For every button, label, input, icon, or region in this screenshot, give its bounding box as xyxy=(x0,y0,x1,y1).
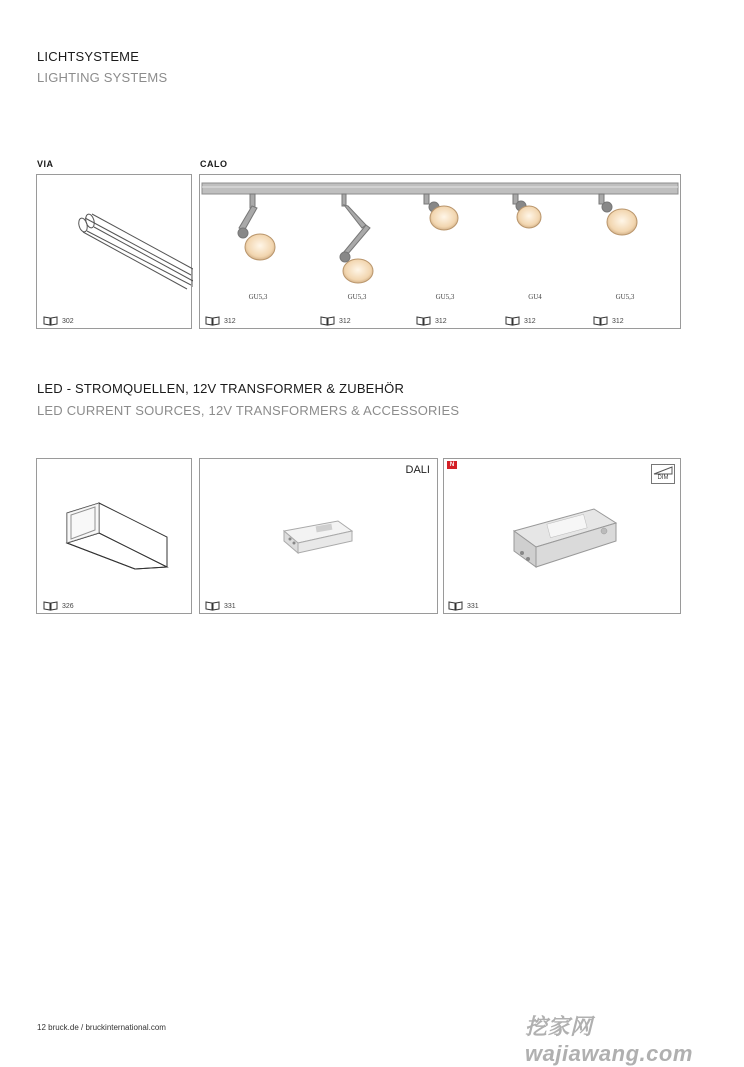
calo-product-box[interactable] xyxy=(199,174,681,329)
led-section-title-en: LED CURRENT SOURCES, 12V TRANSFORMERS & ACCESSORIES xyxy=(37,403,460,418)
book-icon xyxy=(43,316,58,326)
book-icon xyxy=(505,316,520,326)
dimmer-ramp-icon xyxy=(652,465,674,475)
led-profile-ref-page: 326 xyxy=(62,602,74,610)
calo-spots-image xyxy=(200,175,680,285)
dim-driver-image xyxy=(504,501,624,576)
book-icon xyxy=(448,601,463,611)
dim-driver-ref-page: 331 xyxy=(467,602,479,610)
calo-socket-5: GU5,3 xyxy=(615,293,635,301)
dim-icon xyxy=(651,464,675,484)
book-icon xyxy=(43,601,58,611)
page-title-de: LICHTSYSTEME xyxy=(37,49,140,64)
calo-reference-2[interactable] xyxy=(320,316,351,326)
calo-ref-page-1: 312 xyxy=(224,317,236,325)
led-profile-image xyxy=(63,499,173,571)
watermark: 挖家网 wajiawang.com xyxy=(525,1014,693,1066)
via-rail-image xyxy=(73,205,193,295)
new-badge: N xyxy=(447,461,457,469)
page-title-en: LIGHTING SYSTEMS xyxy=(37,70,168,85)
dim-label: DIM xyxy=(657,475,669,481)
calo-socket-2: GU5,3 xyxy=(347,293,367,301)
dim-driver-reference[interactable] xyxy=(448,601,479,611)
book-icon xyxy=(416,316,431,326)
via-label: VIA xyxy=(37,159,54,169)
dali-driver-ref-page: 331 xyxy=(224,602,236,610)
book-icon xyxy=(205,601,220,611)
dim-driver-box[interactable] xyxy=(443,458,681,614)
book-icon xyxy=(320,316,335,326)
via-product-box[interactable] xyxy=(36,174,192,329)
led-profile-box[interactable] xyxy=(36,458,192,614)
calo-label: CALO xyxy=(200,159,228,169)
book-icon xyxy=(205,316,220,326)
calo-ref-page-4: 312 xyxy=(524,317,536,325)
calo-socket-1: GU5,3 xyxy=(248,293,268,301)
calo-socket-3: GU5,3 xyxy=(435,293,455,301)
led-section-title-de: LED - STROMQUELLEN, 12V TRANSFORMER & ZUBEHÖR xyxy=(37,381,405,396)
dali-driver-image xyxy=(280,517,360,557)
book-icon xyxy=(593,316,608,326)
calo-ref-page-2: 312 xyxy=(339,317,351,325)
calo-reference-5[interactable] xyxy=(593,316,624,326)
dali-badge: DALI xyxy=(405,464,430,476)
via-ref-page: 302 xyxy=(62,317,74,325)
via-reference[interactable] xyxy=(43,316,74,326)
calo-reference-1[interactable] xyxy=(205,316,236,326)
calo-reference-3[interactable] xyxy=(416,316,447,326)
page-footer: 12 bruck.de / bruckinternational.com xyxy=(37,1023,166,1032)
calo-ref-page-3: 312 xyxy=(435,317,447,325)
calo-socket-4: GU4 xyxy=(528,293,542,301)
dali-driver-reference[interactable] xyxy=(205,601,236,611)
led-profile-reference[interactable] xyxy=(43,601,74,611)
calo-ref-page-5: 312 xyxy=(612,317,624,325)
calo-reference-4[interactable] xyxy=(505,316,536,326)
dali-driver-box[interactable] xyxy=(199,458,438,614)
